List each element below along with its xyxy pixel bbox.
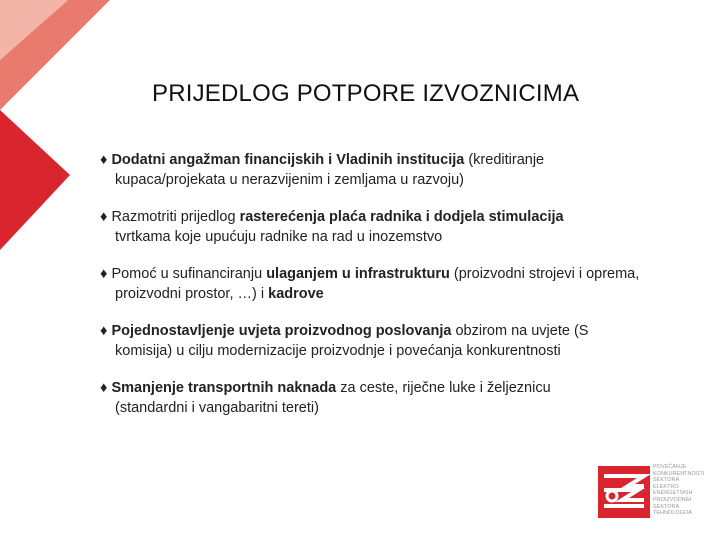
logo-text: POVEĆANJE KONKURENTNOSTI SEKTORA ELEKTRO ENERGETSKIH PROIZVODNIH SEKTORA TEHNOLOGIJA (653, 464, 705, 517)
bullet-item: ♦ Razmotriti prijedlog rasterećenja plaća radnika i dodjela stimulacija tvrtkama koje upućuju radnike na rad u inozemstvo (100, 209, 564, 245)
bullet-glyph: ♦ (100, 152, 108, 168)
logo-icon (598, 466, 650, 518)
bullet-item: ♦ Pojednostavljenje uvjeta proizvodnog poslovanja obzirom na uvjete (S komisija) u cilju modernizacije proizvodnje i povećanja konkurentnosti (100, 323, 589, 359)
bullet-glyph: ♦ (100, 380, 108, 396)
bullet-glyph: ♦ (100, 266, 108, 282)
page-title: PRIJEDLOG POTPORE IZVOZNICIMA (152, 80, 580, 107)
corner-red-triangle (0, 110, 70, 250)
bullet-item: ♦ Smanjenje transportnih naknada za ceste, riječne luke i željeznicu (standardni i vangabaritni tereti) (100, 380, 551, 416)
bullet-glyph: ♦ (100, 209, 108, 225)
bullet-item: ♦ Pomoć u sufinanciranju ulaganjem u infrastrukturu (proizvodni strojevi i oprema, proizvodni prostor, …) i kadrove (100, 266, 640, 302)
bullet-item: ♦ Dodatni angažman financijskih i Vladinih institucija (kreditiranje kupaca/projekata u nerazvijenim i zemljama u razvoju) (100, 152, 545, 188)
bullet-list (100, 150, 700, 435)
bullet-glyph: ♦ (100, 323, 108, 339)
